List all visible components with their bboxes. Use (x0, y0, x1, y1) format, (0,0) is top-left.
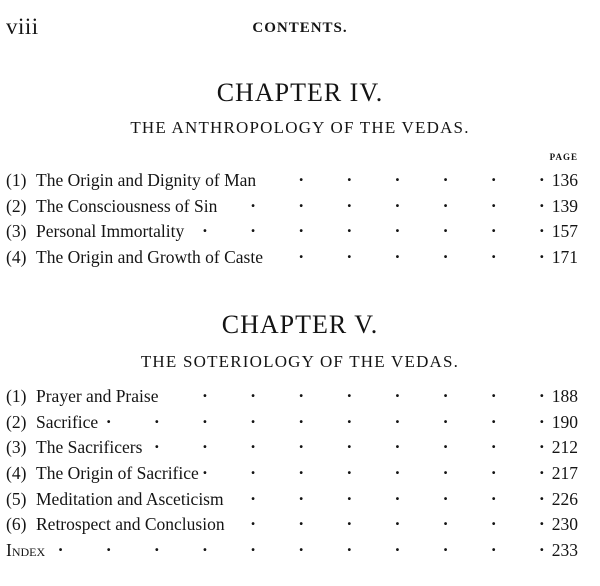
chapter-iv-entries (6, 168, 578, 271)
dot-leader (146, 435, 544, 453)
toc-entry (6, 384, 578, 410)
dot-leader (267, 245, 544, 263)
entry-number: (3) (6, 221, 27, 242)
entry-page: 230 (551, 514, 578, 535)
entry-title: Sacrifice (36, 411, 99, 432)
entry-page: 190 (551, 411, 578, 432)
entry-page: 217 (551, 463, 578, 484)
entry-title: Personal Immortality (36, 221, 185, 242)
entry-number: (5) (6, 488, 27, 509)
entry-page: 226 (551, 488, 578, 509)
entry-number: (4) (6, 463, 27, 484)
dot-leader (188, 219, 544, 237)
index-title: Index (6, 540, 46, 561)
entry-number: (3) (6, 437, 27, 458)
toc-entry (6, 487, 578, 513)
dot-leader (102, 410, 544, 428)
dot-leader (229, 512, 544, 530)
dot-leader (162, 384, 544, 402)
entry-number: (2) (6, 411, 27, 432)
entry-page: 212 (551, 437, 578, 458)
entry-page: 188 (551, 386, 578, 406)
index-entry (6, 538, 578, 564)
entry-page: 157 (551, 221, 578, 242)
entry-title: The Origin and Growth of Caste (36, 247, 263, 268)
dot-leader (260, 168, 544, 186)
entry-number: (6) (6, 514, 27, 535)
toc-entry (6, 168, 578, 194)
chapter-v-entries (6, 384, 578, 564)
chapter-iv-title: CHAPTER IV. (216, 78, 384, 107)
chapter-iv-subtitle: THE ANTHROPOLOGY OF THE VEDAS. (130, 118, 470, 137)
entry-page: 139 (551, 195, 578, 216)
entry-number: (2) (6, 195, 27, 216)
entry-number: (4) (6, 247, 27, 268)
toc-entry (6, 435, 578, 461)
toc-entry (6, 219, 578, 245)
index-page: 233 (551, 540, 578, 561)
entry-title: The Consciousness of Sin (36, 195, 218, 216)
chapter-v-subtitle: THE SOTERIOLOGY OF THE VEDAS. (140, 352, 460, 371)
entry-title: The Sacrificers (36, 437, 143, 458)
dot-leader (203, 461, 544, 479)
entry-title: The Origin and Dignity of Man (36, 170, 257, 190)
toc-entry (6, 410, 578, 436)
entry-title: Prayer and Praise (36, 386, 159, 406)
entry-title: The Origin of Sacrifice (36, 463, 199, 484)
entry-title: Meditation and Asceticism (36, 488, 224, 509)
dot-leader (228, 487, 544, 505)
entry-page: 171 (551, 247, 578, 268)
entry-page: 136 (551, 170, 578, 190)
toc-entry (6, 245, 578, 271)
page-folio: viii (6, 14, 39, 39)
dot-leader (221, 194, 544, 212)
toc-entry (6, 512, 578, 538)
page-column-label: PAGE (549, 152, 578, 162)
toc-entry (6, 194, 578, 220)
entry-title: Retrospect and Conclusion (36, 514, 225, 535)
running-head: CONTENTS. (252, 20, 348, 36)
toc-entry (6, 461, 578, 487)
dot-leader (49, 538, 544, 556)
chapter-v-title: CHAPTER V. (221, 310, 379, 339)
entry-number: (1) (6, 170, 27, 190)
entry-number: (1) (6, 386, 27, 406)
